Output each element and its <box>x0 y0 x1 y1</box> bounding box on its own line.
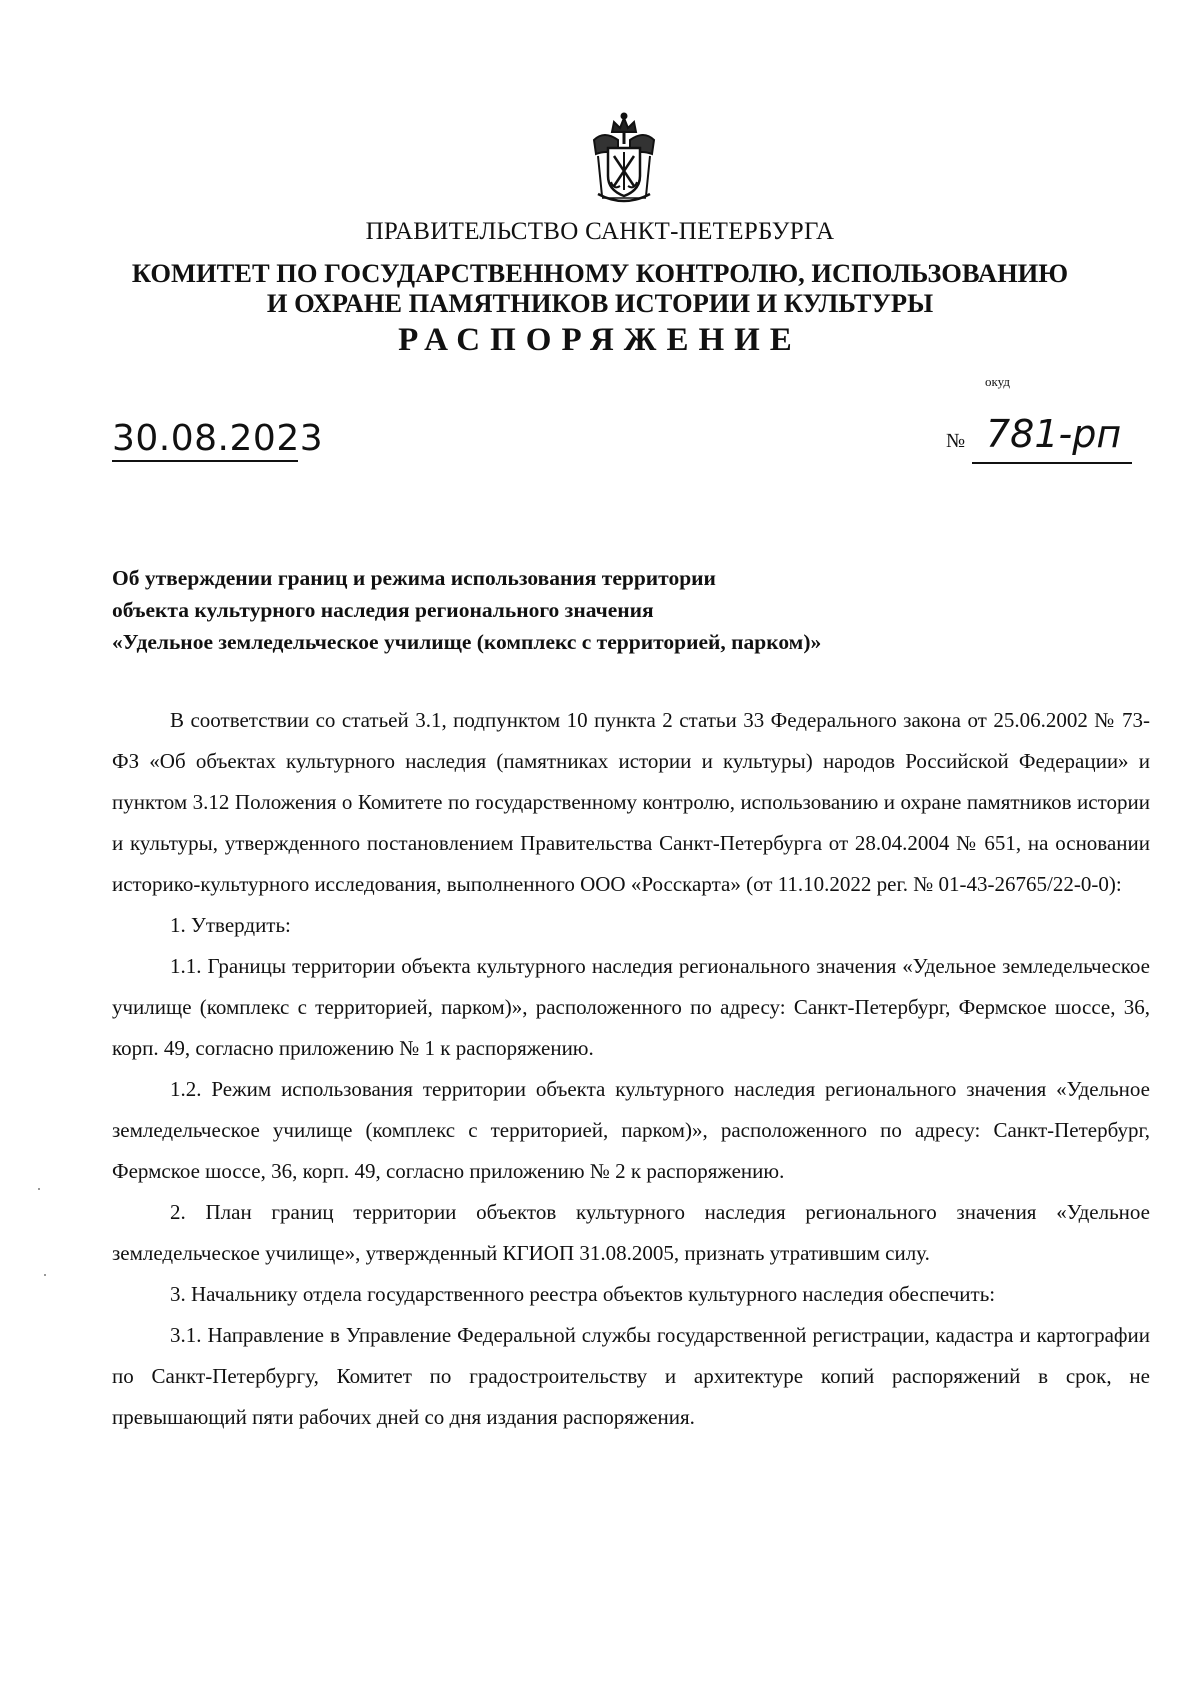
government-name: ПРАВИТЕЛЬСТВО САНКТ-ПЕТЕРБУРГА <box>365 218 835 245</box>
date-underline <box>112 460 298 462</box>
number-underline <box>972 462 1132 464</box>
committee-name-line2: И ОХРАНЕ ПАМЯТНИКОВ ИСТОРИИ И КУЛЬТУРЫ <box>266 288 934 318</box>
st-petersburg-coat-of-arms-icon <box>584 110 664 210</box>
clause-3: 3. Начальнику отдела государственного реестра объектов культурного наследия обеспечить: <box>170 1282 996 1306</box>
clause-1-1: 1.1. Границы территории объекта культурного наследия регионального значения «Удельное земледельческое училище (комплекс с территорией, парком)», расположенного по адресу: Санкт-Петербург, Фермское шоссе, 36, корп. 49, согласно приложению № 1 к распоряжению. <box>112 954 1150 1060</box>
scan-speck <box>38 1188 40 1190</box>
title-line: Об утверждении границ и режима использования территории <box>112 566 716 590</box>
preamble-paragraph: В соответствии со статьей 3.1, подпунктом 10 пункта 2 статьи 33 Федерального закона от 25.06.2002 № 73-ФЗ «Об объектах культурного наследия (памятниках истории и культуры) народов Российской Федерации» и пунктом 3.12 Положения о Комитете по государственному контролю, использованию и охране памятников истории и культуры, утвержденного постановлением Правительства Санкт-Петербурга от 28.04.2004 № 651, на основании историко-культурного исследования, выполненного ООО «Росскарта» (от 11.10.2022 рег. № 01-43-26765/22-0-0): <box>112 708 1150 896</box>
clause-1-2: 1.2. Режим использования территории объекта культурного наследия регионального значения «Удельное земледельческое училище (комплекс с территорией, парком)», расположенного по адресу: Санкт-Петербург, Фермское шоссе, 36, корп. 49, согласно приложению № 2 к распоряжению. <box>112 1077 1150 1183</box>
title-line: объекта культурного наследия регионального значения <box>112 598 654 622</box>
document-number: 781-рп <box>986 412 1122 456</box>
document-title <box>112 562 821 658</box>
committee-name-line1: КОМИТЕТ ПО ГОСУДАРСТВЕННОМУ КОНТРОЛЮ, ИСПОЛЬЗОВАНИЮ <box>131 258 1069 288</box>
document-type: РАСПОРЯЖЕНИЕ <box>398 322 802 358</box>
clause-1: 1. Утвердить: <box>170 913 291 937</box>
clause-2: 2. План границ территории объектов культурного наследия регионального значения «Удельное земледельческое училище», утвержденный КГИОП 31.08.2005, признать утратившим силу. <box>112 1200 1150 1265</box>
clause-3-1: 3.1. Направление в Управление Федеральной службы государственной регистрации, кадастра и картографии по Санкт-Петербургу, Комитет по градостроительству и архитектуре копий распоряжений в срок, не превышающий пяти рабочих дней со дня издания распоряжения. <box>112 1323 1150 1429</box>
number-label: № <box>946 430 966 452</box>
document-date: 30.08.2023 <box>112 418 324 459</box>
scan-speck <box>44 1274 46 1276</box>
okud-label: окуд <box>985 374 1010 389</box>
title-line: «Удельное земледельческое училище (комплекс с территорией, парком)» <box>112 630 822 654</box>
document-body <box>112 700 1150 1438</box>
